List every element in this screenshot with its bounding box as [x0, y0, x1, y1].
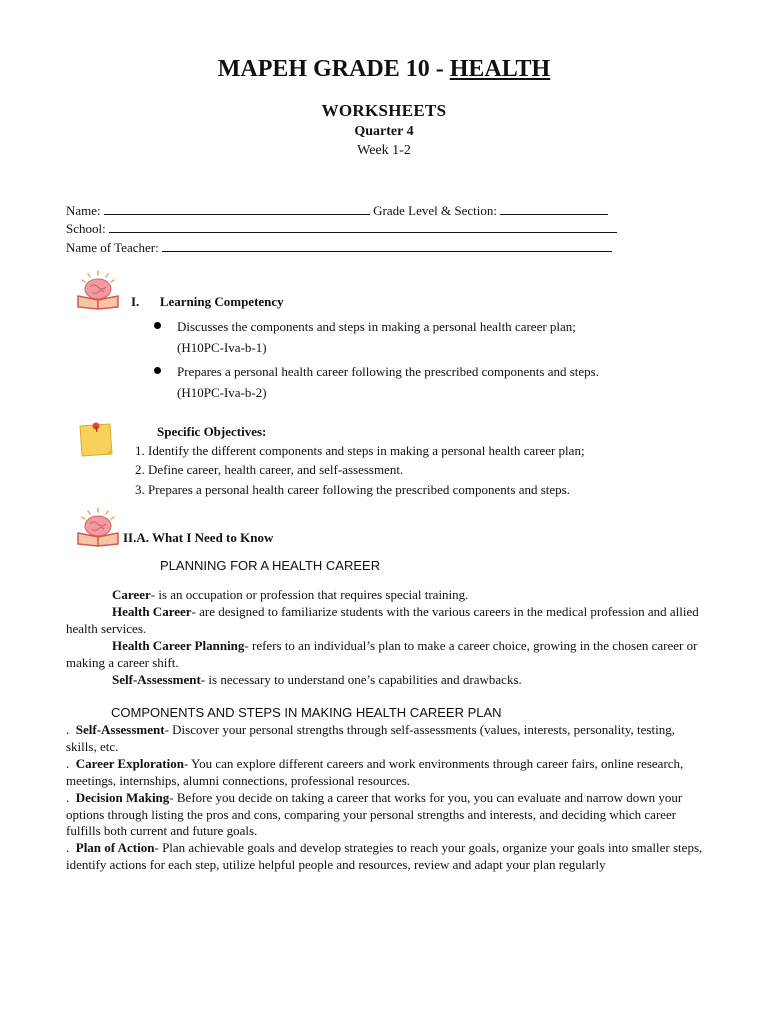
grade-label: Grade Level & Section: [373, 203, 497, 218]
definition-text: - is an occupation or profession that requires special training. [150, 587, 469, 602]
definition-health-career [66, 604, 702, 637]
component-career-exploration [66, 756, 706, 789]
components-title: COMPONENTS AND STEPS IN MAKING HEALTH CAREER PLAN [111, 705, 502, 720]
definition-health-career-planning [66, 638, 702, 671]
teacher-field[interactable] [162, 240, 612, 252]
component-text: - Discover your personal strengths through self-assessments (values, interests, personality, testing, skills, etc. [66, 722, 675, 754]
competency-1-line1: Discusses the components and steps in making a personal health career plan; [177, 319, 576, 334]
component-decision-making [66, 790, 706, 840]
week-label: Week 1-2 [357, 143, 411, 158]
school-field[interactable] [109, 221, 617, 233]
definition-term: Health Career [112, 604, 192, 619]
definition-term: Health Career Planning [112, 638, 245, 653]
component-self-assessment [66, 722, 706, 755]
name-label: Name: [66, 203, 101, 218]
worksheets-heading: WORKSHEETS [321, 101, 447, 120]
sticky-note-icon [76, 420, 116, 460]
objective-2: 2. Define career, health career, and self-assessment. [135, 462, 404, 477]
quarter-label: Quarter 4 [354, 124, 414, 139]
competency-2-line2: (H10PC-Iva-b-2) [177, 385, 267, 400]
objectives-title: Specific Objectives: [157, 424, 267, 439]
grade-field[interactable] [500, 203, 608, 215]
component-plan-of-action [66, 840, 706, 873]
school-row [66, 221, 617, 237]
component-text: - Plan achievable goals and develop strategies to reach your goals, organize your goals into smaller steps, identify actions for each step, utilize helpful people and resources, review and adapt your plan regularly [66, 840, 703, 872]
page-title [0, 56, 768, 83]
definition-term: Career [112, 587, 151, 602]
objective-1: 1. Identify the different components and steps in making a personal health career plan; [135, 443, 585, 458]
definition-term: Self-Assessment [112, 672, 201, 687]
title-prefix: MAPEH GRADE 10 - [217, 56, 450, 82]
section1-heading [131, 294, 284, 310]
section2-title: II.A. What I Need to Know [123, 530, 274, 545]
competency-1-line2: (H10PC-Iva-b-1) [177, 340, 267, 355]
definition-text: - are designed to familiarize students with the various careers in the medical profession and allied health services. [66, 604, 699, 636]
definition-text: - refers to an individual’s plan to make a career choice, growing in the chosen career or making a career shift. [66, 638, 698, 670]
component-term: Decision Making [75, 790, 170, 805]
section1-title: Learning Competency [159, 294, 284, 309]
teacher-row [66, 240, 612, 256]
definition-text: - is necessary to understand one’s capabilities and drawbacks. [200, 672, 522, 687]
section1-numeral: I. [131, 294, 140, 309]
definition-self-assessment [66, 672, 702, 689]
component-term: Plan of Action [75, 840, 155, 855]
component-prefix: . [66, 840, 70, 855]
school-label: School: [66, 221, 106, 236]
bullet-icon [154, 367, 161, 374]
definition-career [66, 587, 702, 604]
competency-2-line1: Prepares a personal health career following the prescribed components and steps. [177, 364, 599, 379]
component-text: - You can explore different careers and work environments through career fairs, online research, meetings, internships, alumni connections, professional resources. [66, 756, 684, 788]
component-prefix: . [66, 790, 70, 805]
bullet-icon [154, 322, 161, 329]
title-subject: HEALTH [449, 56, 551, 82]
teacher-label: Name of Teacher: [66, 240, 159, 255]
name-field[interactable] [104, 203, 370, 215]
brain-book-icon [76, 270, 120, 310]
brain-book-icon [76, 507, 120, 547]
section2-subtitle: PLANNING FOR A HEALTH CAREER [160, 558, 381, 573]
objective-3: 3. Prepares a personal health career following the prescribed components and steps. [135, 482, 570, 497]
component-prefix: . [66, 756, 70, 771]
component-prefix: . [66, 722, 70, 737]
name-row [66, 203, 608, 219]
component-term: Career Exploration [75, 756, 184, 771]
component-term: Self-Assessment [75, 722, 165, 737]
component-text: - Before you decide on taking a career that works for you, you can evaluate and narrow down your options through listing the pros and cons, comparing your personal strengths and interests, and deciding which career fulfills both current and future goals. [66, 790, 683, 838]
